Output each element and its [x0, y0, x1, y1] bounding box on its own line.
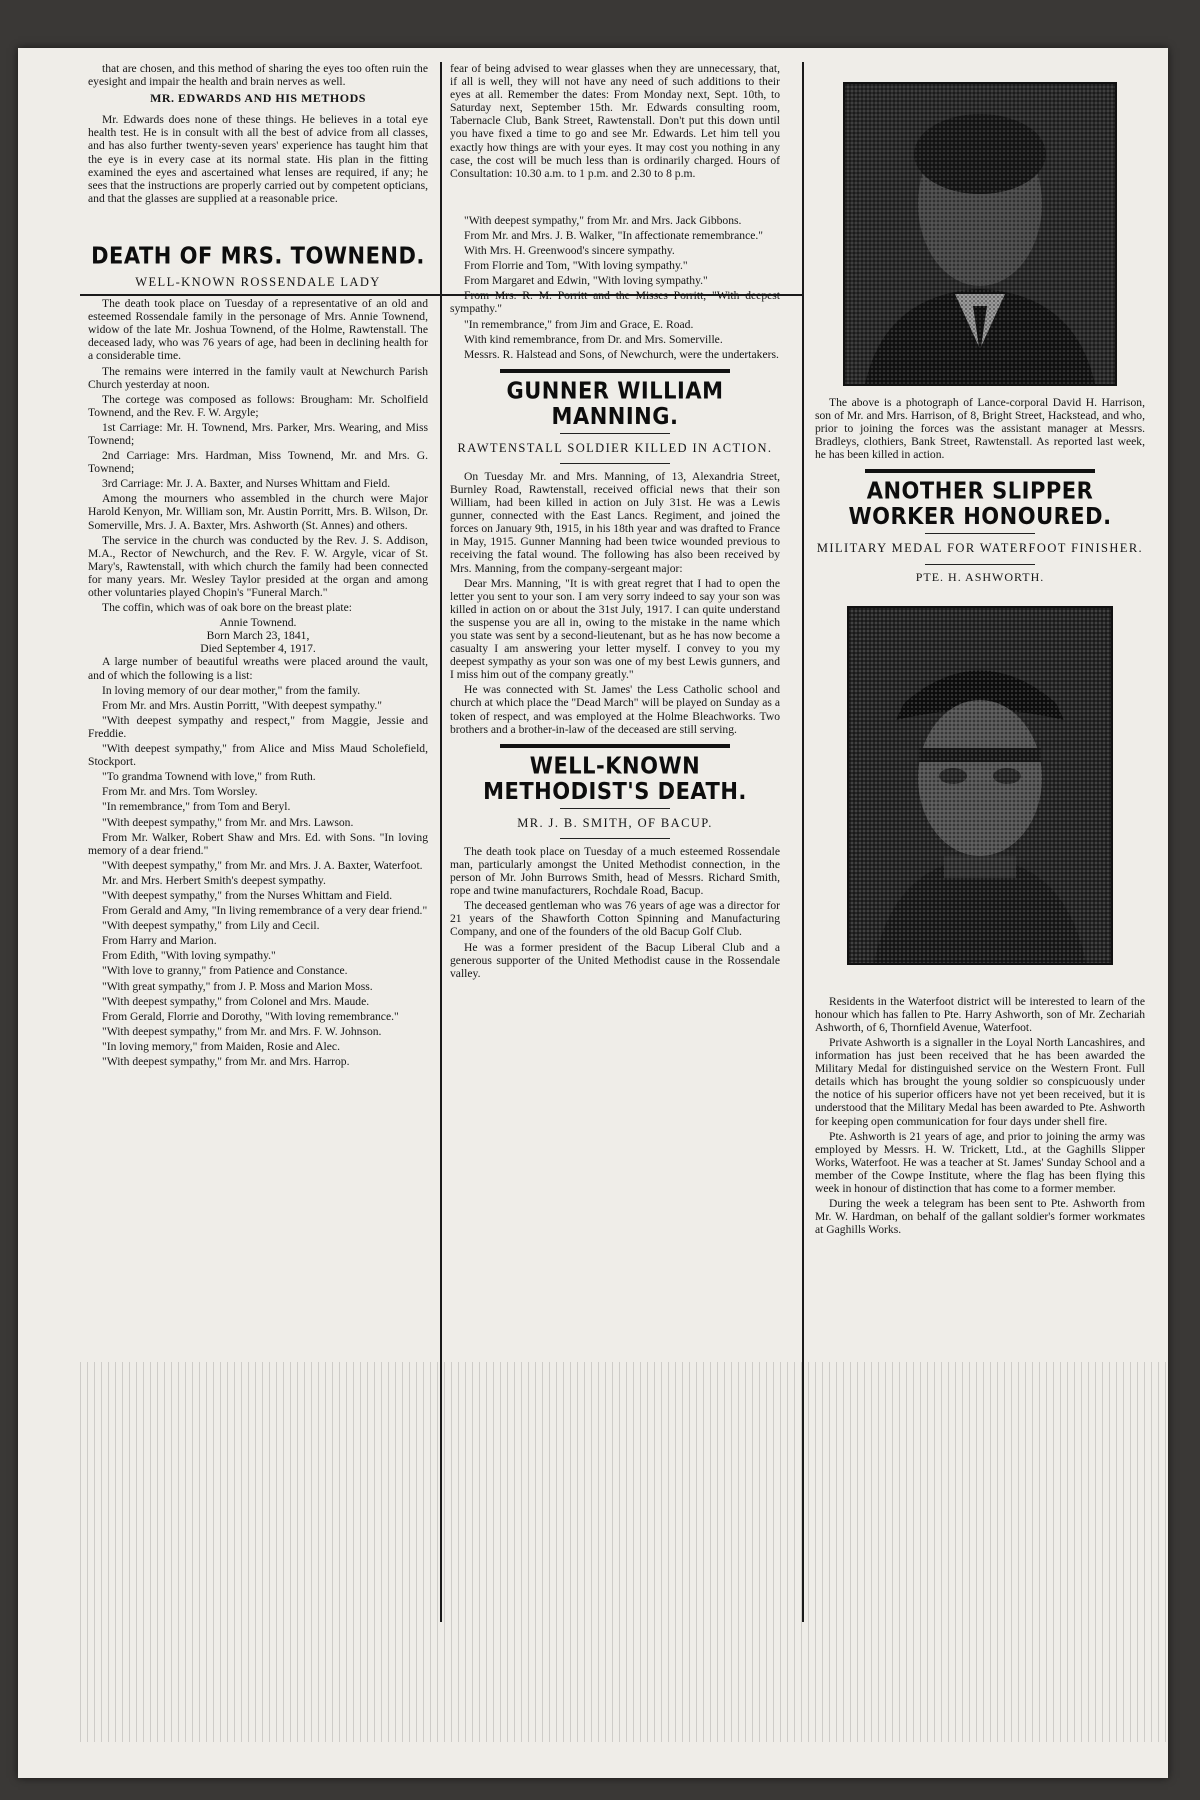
wreath-item: From Gerald and Amy, "In living remembrance of a very dear friend.": [102, 904, 428, 918]
wreath-item: With Mrs. H. Greenwood's sincere sympathy.: [464, 244, 675, 258]
manning-para-1: On Tuesday Mr. and Mrs. Manning, of 13, Alexandria Street, Burnley Road, Rawtenstall, received official news that their son William, had been killed in action on July 31st. He was a Lewis gunner, connected with the East Lancs. Regiment, and joined the forces on January 9th, 1915, in his 18th year and was drafted to France in May, 1915. Gunner Manning had been twice wounded previous to receiving the fatal wound. The following has also been received by Mrs. Manning, from the company-sergeant major:: [450, 469, 780, 575]
photo-caption-harrison: The above is a photograph of Lance-corporal David H. Harrison, son of Mr. and Mrs. Harrison, of 8, Bright Street, Hackstead, and who, prior to joining the forces was the assistant manager at Messrs. Bradleys, clothiers, Bank Street, Rawtenstall. As reported last week, he has been killed in action.: [815, 396, 1145, 462]
headline-gunner-william-manning: GUNNER WILLIAM MANNING.: [506, 377, 724, 430]
townend-para-2: The remains were interred in the family vault at Newchurch Parish Church yesterday at noon.: [88, 364, 428, 391]
subhead-rossendale-lady: WELL-KNOWN ROSSENDALE LADY: [135, 274, 381, 289]
wreath-item: From Mr. Walker, Robert Shaw and Mrs. Ed. with Sons. "In loving memory of a dear friend.": [88, 830, 428, 857]
newspaper-page: [80, 62, 1168, 1762]
column-1: [88, 62, 428, 1622]
subhead-mr-smith-bacup: MR. J. B. SMITH, OF BACUP.: [517, 815, 713, 830]
townend-para-5: 2nd Carriage: Mrs. Hardman, Miss Townend, Mr. and Mrs. G. Townend;: [88, 449, 428, 476]
wreath-item: With kind remembrance, from Dr. and Mrs. Somerville.: [464, 332, 723, 346]
wreath-item: "With deepest sympathy," from Mr. and Mrs. Lawson.: [102, 815, 354, 829]
wreath-item: From Mr. and Mrs. J. B. Walker, "In affectionate remembrance.": [464, 228, 764, 242]
short-rule: [560, 433, 670, 434]
townend-para-3: The cortege was composed as follows: Brougham: Mr. Scholfield Townend, and the Rev. F. W. Argyle;: [88, 392, 428, 419]
wreath-item: From Mr. and Mrs. Tom Worsley.: [102, 785, 258, 799]
subhead-military-medal: MILITARY MEDAL FOR WATERFOOT FINISHER.: [816, 541, 1144, 556]
wreath-item: From Gerald, Florrie and Dorothy, "With loving remembrance.": [102, 1009, 399, 1023]
wreath-item: "With deepest sympathy," from Mr. and Mrs. J. A. Baxter, Waterfoot.: [102, 858, 423, 872]
short-rule: [560, 808, 670, 809]
column-rule-1: [440, 62, 442, 1622]
wreath-item: From Edith, "With loving sympathy.": [102, 949, 276, 963]
ashworth-para-4: During the week a telegram has been sent to Pte. Ashworth from Mr. W. Hardman, on behalf of the gallant soldier's former workmates at Gaghills Works.: [815, 1197, 1145, 1237]
coffin-plate-born: Born March 23, 1841,: [206, 629, 310, 643]
wreath-item: "With deepest sympathy," from Lily and Cecil.: [102, 919, 320, 933]
townend-para-10: A large number of beautiful wreaths were placed around the vault, and of which the following is a list:: [88, 655, 428, 682]
wreath-item: "With deepest sympathy," from Mr. and Mrs. Jack Gibbons.: [464, 213, 742, 227]
methods-subhead: MR. EDWARDS AND HIS METHODS: [150, 91, 366, 106]
wreath-item: "With deepest sympathy and respect," from Maggie, Jessie and Freddie.: [88, 713, 428, 740]
newspaper-clipping-sheet: [18, 48, 1168, 1778]
wreath-item: From Harry and Marion.: [102, 934, 217, 948]
headline-slipper-worker-honoured: ANOTHER SLIPPER WORKER HONOURED.: [848, 478, 1112, 530]
wreath-item: From Margaret and Edwin, "With loving sympathy.": [464, 274, 708, 288]
coffin-plate-died: Died September 4, 1917.: [200, 642, 316, 656]
section-divider: [865, 469, 1095, 473]
headline-death-of-mrs-townend: DEATH OF MRS. TOWNEND.: [91, 242, 425, 270]
townend-para-9: The coffin, which was of oak bore on the breast plate:: [102, 601, 352, 615]
wreath-item: "With deepest sympathy," from the Nurses Whittam and Field.: [102, 888, 393, 902]
column-3: [815, 62, 1145, 1622]
wreath-item: "With great sympathy," from J. P. Moss and Marion Moss.: [102, 979, 373, 993]
column-rule-2: [802, 62, 804, 1622]
wreath-item: "With deepest sympathy," from Alice and Miss Maud Scholefield, Stockport.: [88, 742, 428, 769]
section-divider: [500, 369, 730, 373]
townend-para-6: 3rd Carriage: Mr. J. A. Baxter, and Nurses Whittam and Field.: [102, 477, 391, 491]
column-2: [450, 62, 780, 1622]
portrait-image: [845, 84, 1115, 384]
wreath-item: In loving memory of our dear mother," from the family.: [102, 683, 361, 697]
eyesight-text-continued: fear of being advised to wear glasses when they are unnecessary, that, if all is well, they will not have any need of such additions to their eyes at all. Remember the dates: From Monday next, Sept. 10th, to Saturday next, September 15th. Mr. Edwards consulting room, Tabernacle Club, Bank Street, Rawtenstall. Don't put this down until you have fixed a time to go and see Mr. Edwards. Let him tell you exactly how things are with your eyes. It may cost you nothing in any case, the cost will be much less than is ordinarily charged. Hours of Consultation: 10.30 a.m. to 1 p.m. and 2.30 to 8 p.m.: [450, 62, 780, 180]
townend-para-1: The death took place on Tuesday of a representative of an old and esteemed Rossendale family in the personage of Mrs. Annie Townend, widow of the late Mr. Joshua Townend, of the Holme, Rawtenstall. The deceased lady, who was 76 years of age, had been in declining health for a considerable time.: [88, 297, 428, 363]
manning-letter: Dear Mrs. Manning, "It is with great regret that I had to open the letter you sent to your son. I am very sorry indeed to say your son was killed in action on or about the 31st July, 1917. I can quite understand the suspense you are all in, owing to the mistake in the name which you state was sent by a second-lieutenant, but as he has now become a casualty I am answering your letter myself. I convey to you my deepest sympathy as your son was one of my best Lewis gunners, and I miss him out of the company greatly.": [450, 576, 780, 682]
soldier-portrait-image: [849, 608, 1111, 963]
methodist-para-2: The deceased gentleman who was 76 years of age was a director for 21 years of the Shawforth Cotton Spinning and Manufacturing Company, and one of the founders of the old Bacup Golf Club.: [450, 899, 780, 939]
methodist-para-3: He was a former president of the Bacup Liberal Club and a generous supporter of the United Methodist cause in the Rossendale valley.: [450, 940, 780, 980]
ashworth-para-1: Residents in the Waterfoot district will be interested to learn of the honour which has fallen to Pte. Harry Ashworth, son of Mr. Zechariah Ashworth, of 6, Thornfield Avenue, Waterfoot.: [815, 994, 1145, 1034]
ashworth-para-3: Pte. Ashworth is 21 years of age, and prior to joining the army was employed by Messrs. H. W. Trickett, Ltd., at the Gaghills Slipper Works, Waterfoot. He was a teacher at St. James' Sunday School and a member of the Cowpe Institute, where the flag has been flying this week in honour of distinction that has come to a former member.: [815, 1129, 1145, 1195]
subhead-pte-ashworth: PTE. H. ASHWORTH.: [915, 569, 1045, 584]
wreath-item: "With deepest sympathy," from Mr. and Mrs. Harrop.: [102, 1055, 350, 1068]
eyesight-text-top: that are chosen, and this method of sharing the eyes too often ruin the eyesight and impair the health and brain nerves as well.: [88, 62, 428, 89]
wreath-item: From Mr. and Mrs. Austin Porritt, "With deepest sympathy.": [102, 698, 383, 712]
wreath-item: "With love to granny," from Patience and Constance.: [102, 964, 348, 978]
wreath-item: "In loving memory," from Maiden, Rosie and Alec.: [102, 1039, 340, 1053]
subhead-soldier-killed: RAWTENSTALL SOLDIER KILLED IN ACTION.: [457, 440, 773, 455]
wreath-item: From Mrs. R. M. Porritt and the Misses Porritt, "With deepest sympathy.": [450, 289, 780, 316]
wreath-item: Mr. and Mrs. Herbert Smith's deepest sympathy.: [102, 873, 326, 887]
photo-lance-corporal-harrison: [843, 82, 1117, 386]
coffin-plate-name: Annie Townend.: [219, 616, 297, 630]
undertakers-note: Messrs. R. Halstead and Sons, of Newchurch, were the undertakers.: [464, 347, 779, 361]
headline-methodist-death: WELL-KNOWN METHODIST'S DEATH.: [483, 752, 747, 805]
wreath-item: From Florrie and Tom, "With loving sympathy.": [464, 259, 688, 273]
wreath-item: "In remembrance," from Jim and Grace, E. Road.: [464, 317, 694, 331]
methodist-para-1: The death took place on Tuesday of a much esteemed Rossendale man, particularly amongst the United Methodist connection, in the person of Mr. John Burrows Smith, head of Messrs. Richard Smith, rope and twine manufacturers, Rochdale Road, Bacup.: [450, 844, 780, 898]
short-rule: [560, 838, 670, 839]
photo-pte-ashworth: [847, 606, 1113, 965]
short-rule: [560, 463, 670, 464]
short-rule: [925, 533, 1035, 534]
townend-para-8: The service in the church was conducted by the Rev. J. S. Addison, M.A., Rector of Newchurch, and the Rev. F. W. Argyle, vicar of St. Mary's, Rawtenstall, with which church the family had been connected for many years. Mr. Wesley Taylor presided at the organ and among other voluntaries played Chopin's "Funeral March.": [88, 533, 428, 599]
methods-text: Mr. Edwards does none of these things. He believes in a total eye health test. He is in consult with all the best of advice from all classes, and has also further twenty-seven years' experience has taught him that the eye is in every case at its normal state. His plan in the fitting examined the eyes and ascertained what lenses are required, if any; he sees that the instructions are properly carried out by competent opticians, and that the glasses are supplied at a reasonable price.: [88, 113, 428, 205]
section-divider: [500, 744, 730, 748]
townend-para-4: 1st Carriage: Mr. H. Townend, Mrs. Parker, Mrs. Wearing, and Miss Townend;: [88, 420, 428, 447]
wreath-item: "With deepest sympathy," from Colonel and Mrs. Maude.: [102, 994, 370, 1008]
townend-para-7: Among the mourners who assembled in the church were Major Harold Kenyon, Mr. William son, Mr. Austin Porritt, Mrs. B. Wilson, Dr. Somerville, Mrs. J. A. Baxter, Mrs. Ashworth (St. Annes) and others.: [88, 492, 428, 532]
short-rule: [925, 564, 1035, 565]
wreath-item: "In remembrance," from Tom and Beryl.: [102, 800, 291, 814]
ashworth-para-2: Private Ashworth is a signaller in the Loyal North Lancashires, and information has just been received that he has been awarded the Military Medal for distinguished service on the Western Front. Full details which has brought the young soldier so conspicuously under the notice of his superior officers have not yet been received, but it is understood that the Military Medal has been awarded to Pte. Ashworth for keeping open communication for four days under shell fire.: [815, 1035, 1145, 1128]
wreath-item: "With deepest sympathy," from Mr. and Mrs. F. W. Johnson.: [102, 1024, 382, 1038]
manning-para-3: He was connected with St. James' the Less Catholic school and church at which place the "Dead March" will be played on Sunday as a token of respect, and was employed at the Holme Bleachworks. Two brothers and a brother-in-law of the deceased are still serving.: [450, 683, 780, 736]
wreath-item: "To grandma Townend with love," from Ruth.: [102, 770, 316, 784]
